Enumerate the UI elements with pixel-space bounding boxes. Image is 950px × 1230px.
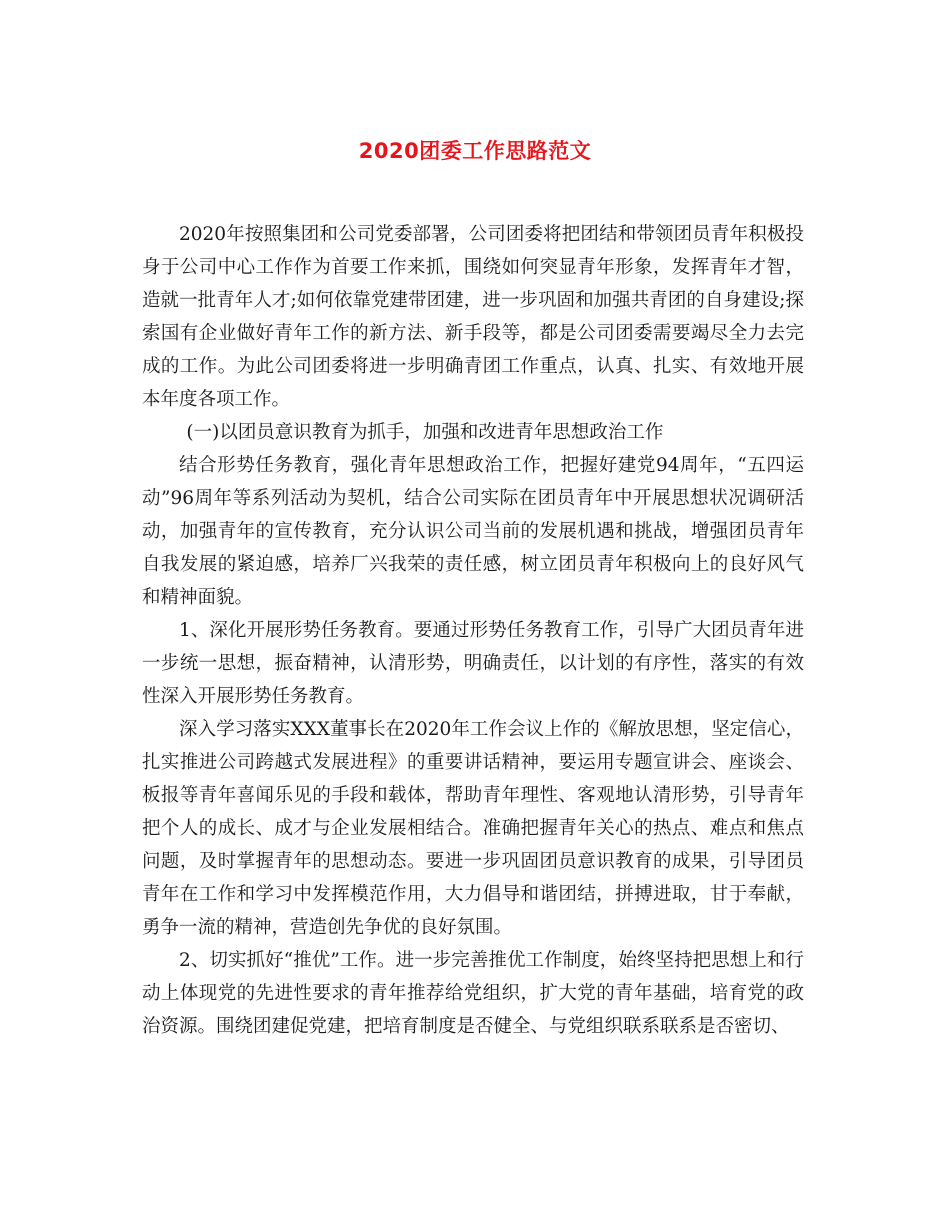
section-heading-1: (一)以团员意识教育为抓手，加强和改进青年思想政治工作 (186, 422, 664, 443)
paragraph-section-1: 结合形势任务教育，强化青年思想政治工作，把握好建党94周年，“五四运动”96周年等系列活动为契机，结合公司实际在团员青年中开展思想状况调研活动，加强青年的宣传教育，充分认识公司当前的发展机遇和挑战，增强团员青年自我发展的紧迫感，培养厂兴我荣的责任感，树立团员青年积极向上的良好风气和精神面貌。 (142, 455, 804, 608)
paragraph-item-1: 1、深化开展形势任务教育。要通过形势任务教育工作，引导广大团员青年进一步统一思想，振奋精神，认清形势，明确责任，以计划的有序性，落实的有效性深入开展形势任务教育。 (142, 620, 804, 707)
paragraph-item-2: 2、切实抓好“推优”工作。进一步完善推优工作制度，始终坚持把思想上和行动上体现党的先进性要求的青年推荐给党组织，扩大党的青年基础，培育党的政治资源。围绕团建促党建，把培育制度是否健全、与党组织联系联系是否密切、 (142, 950, 804, 1037)
paragraph-item-1-detail: 深入学习落实XXX董事长在2020年工作会议上作的《解放思想，坚定信心，扎实推进公司跨越式发展进程》的重要讲话精神，要运用专题宣讲会、座谈会、板报等青年喜闻乐见的手段和载体，帮助青年理性、客观地认清形势，引导青年把个人的成长、成才与企业发展相结合。准确把握青年关心的热点、难点和焦点问题，及时掌握青年的思想动态。要进一步巩固团员意识教育的成果，引导团员青年在工作和学习中发挥模范作用，大力倡导和谐团结，拼搏进取，甘于奉献，勇争一流的精神，营造创先争优的良好氛围。 (142, 719, 804, 938)
paragraph-intro: 2020年按照集团和公司党委部署，公司团委将把团结和带领团员青年积极投身于公司中心工作作为首要工作来抓，围绕如何突显青年形象，发挥青年才智，造就一批青年人才;如何依靠党建带团建，进一步巩固和加强共青团的自身建设;探索国有企业做好青年工作的新方法、新手段等，都是公司团委需要竭尽全力去完成的工作。为此公司团委将进一步明确青团工作重点，认真、扎实、有效地开展本年度各项工作。 (142, 224, 804, 410)
document-title: 2020团委工作思路范文 (358, 139, 592, 163)
document-body (142, 218, 804, 1043)
